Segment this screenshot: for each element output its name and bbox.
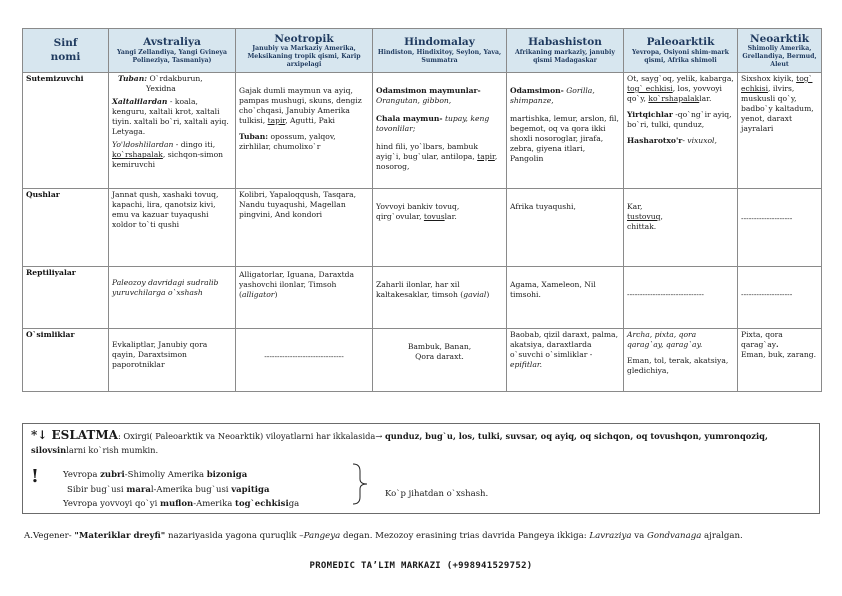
footer-pangeya-note: A.Vegener- "Materiklar dreyfi" nazariyasida yagona quruqlik –Pangeya degan. Mezozoy erasining trias davrida Pangeya ikkiga: Lavraziya va Gondvanaga ajralgan. — [24, 531, 743, 541]
cell-osimliklar-neoarktik: Pixta, qora qarag`ay. Eman, buk, zarang. — [738, 329, 822, 392]
cell-qushlar-hindomalay: Yovvoyi bankiv tovuq, qirg`ovular, tovuslar. — [373, 189, 507, 267]
cell-reptiliyalar-habashiston: Agama, Xameleon, Nil timsohi. — [507, 267, 624, 329]
row-osimliklar — [23, 329, 822, 392]
cell-reptiliyalar-avstraliya: Paleozoy davridagi sudralib yuruvchilarga o`xshash — [109, 267, 236, 329]
cell-qushlar-paleoarktik: Kar, tustovuq, chittak. — [624, 189, 738, 267]
cell-sutemizuvchi-hindomalay: Odamsimon maymunlar- Orangutan, gibbon, Chala maymun- tupay, keng tovonlilar; hind fili, yo`lbars, bambuk ayig`i, bug`ular, antilopa, tapir, nosorog, — [373, 73, 507, 189]
cell-reptiliyalar-neoarktik: -------------------- — [738, 267, 822, 329]
note-text: *↓ ESLATMA: Oxirgi( Paleoarktik va Neoarktik) viloyatlarni har ikkalasida→ qunduz, bug`u, los, tulki, suvsar, oq ayiq, oq sichqon, oq tovushqon, yumronqoziq, silovsinlarni ko`rish mumkin. — [31, 428, 768, 456]
cell-osimliklar-neotropik: ------------------------------- — [236, 329, 373, 392]
cell-sutemizuvchi-habashiston: Odamsimon- Gorilla, shimpanze, martishka, lemur, arslon, fil, begemot, oq va qora ikki shoxli nosoroglar, jirafa, zebra, giyena itlari, Pangolin — [507, 73, 624, 189]
footer-brand: PROMEDIC TA’LIM MARKAZI (+998941529752) — [309, 561, 533, 571]
curly-brace-icon — [351, 463, 369, 505]
cell-sutemizuvchi-paleoarktik: Ot, sayg`oq, yelik, kabarga, tog` echkisi, los, yovvoyi qo`y, ko`rshapalaklar. Yirtqichlar -qo`ng`ir ayiq, bo`ri, tulki, qunduz, Hasharotxo'r- vixuxol, — [624, 73, 738, 189]
row-label-reptiliyalar: Reptiliyalar — [23, 267, 109, 329]
row-label-qushlar: Qushlar — [23, 189, 109, 267]
header-sinf-nomi: Sinf nomi — [23, 29, 109, 73]
biogeography-table — [22, 28, 822, 392]
pair-line-1: Yevropa zubri-Shimoliy Amerika bizoniga — [63, 470, 248, 480]
cell-reptiliyalar-neotropik: Alligatorlar, Iguana, Daraxtda yashovchi ilonlar, Timsoh (alligator) — [236, 267, 373, 329]
cell-sutemizuvchi-neoarktik: Sixshox kiyik, tog` echkisi, ilvirs, muskusli qo`y, badbo`y kaltadum, yenot, daraxt jayralari — [738, 73, 822, 189]
cell-qushlar-neoarktik: -------------------- — [738, 189, 822, 267]
header-hindomalay: Hindomalay Hindiston, Hindixitoy, Seylon, Yava, Summatra — [373, 29, 507, 73]
header-neotropik: Neotropik Janubiy va Markaziy Amerika, Meksikaning tropik qismi, Karip arxipelagi — [236, 29, 373, 73]
cell-osimliklar-habashiston: Baobab, qizil daraxt, palma, akatsiya, daraxtlarda o`suvchi o`simliklar - epifitlar. — [507, 329, 624, 392]
pair-line-3: Yevropa yovvoyi qo`yi muflon-Amerika tog`echkisiga — [63, 499, 300, 509]
row-sutemizuvchi — [23, 73, 822, 189]
header-avstraliya: Avstraliya Yangi Zellandiya, Yangi Gvineya Polineziya, Tasmaniya) — [109, 29, 236, 73]
row-label-sutemizuvchi: Sutemizuvchi — [23, 73, 109, 189]
cell-reptiliyalar-paleoarktik: ------------------------------ — [624, 267, 738, 329]
exclamation-icon: ! — [31, 466, 39, 487]
cell-qushlar-avstraliya: Jannat qush, xashaki tovuq, kapachi, lira, qanotsiz kivi, emu va kazuar tuyaqushi xoldor to`ti qushi — [109, 189, 236, 267]
note-box — [22, 423, 820, 514]
header-paleoarktik: Paleoarktik Yevropa, Osiyoni shim-mark qismi, Afrika shimoli — [624, 29, 738, 73]
cell-osimliklar-paleoarktik: Archa, pixta, qora qarag`ay, qarag`ay. Eman, tol, terak, akatsiya, gledichiya, — [624, 329, 738, 392]
row-label-osimliklar: O`simliklar — [23, 329, 109, 392]
cell-qushlar-neotropik: Kolibri, Yapaloqqush, Tasqara, Nandu tuyaqushi, Magellan pingvini, And kondori — [236, 189, 373, 267]
similarity-result: Ko`p jihatdan o`xshash. — [385, 489, 489, 499]
header-habashiston: Habashiston Afrikaning markaziy, janubiy qismi Madagaskar — [507, 29, 624, 73]
cell-reptiliyalar-hindomalay: Zaharli ilonlar, har xil kaltakesaklar, timsoh (gavial) — [373, 267, 507, 329]
pair-line-2: Sibir bug`usi maral-Amerika bug`usi vapitiga — [67, 485, 270, 495]
cell-osimliklar-hindomalay: Bambuk, Banan, Qora daraxt. — [373, 329, 507, 392]
header-neoarktik: Neoarktik Shimoliy Amerika, Grellandiya, Bermud, Aleut — [738, 29, 822, 73]
cell-osimliklar-avstraliya: Evkaliptlar, Janubiy qora qayin, Daraxtsimon paporotniklar — [109, 329, 236, 392]
cell-qushlar-habashiston: Afrika tuyaqushi, — [507, 189, 624, 267]
row-qushlar — [23, 189, 822, 267]
cell-sutemizuvchi-neotropik: Gajak dumli maymun va ayiq, pampas mushugi, skuns, dengiz cho`chqasi, Janubiy Amerika tulkisi, tapir, Agutti, Paki Tuban: opossum, yalqov, zirhlilar, chumolixo`r — [236, 73, 373, 189]
cell-sutemizuvchi-avstraliya: Tuban: O`rdakburun, Yexidna Xaltalilardan - koala, kenguru, xaltali krot, xaltali tiyin. xaltali bo`ri, xaltali ayiq. Letyaga. Yo'ldoshlilardan - dingo iti, ko`rshapalak, sichqon-simon kemiruvchi — [109, 73, 236, 189]
note-title: *↓ ESLATMA — [31, 428, 118, 442]
row-reptiliyalar — [23, 267, 822, 329]
